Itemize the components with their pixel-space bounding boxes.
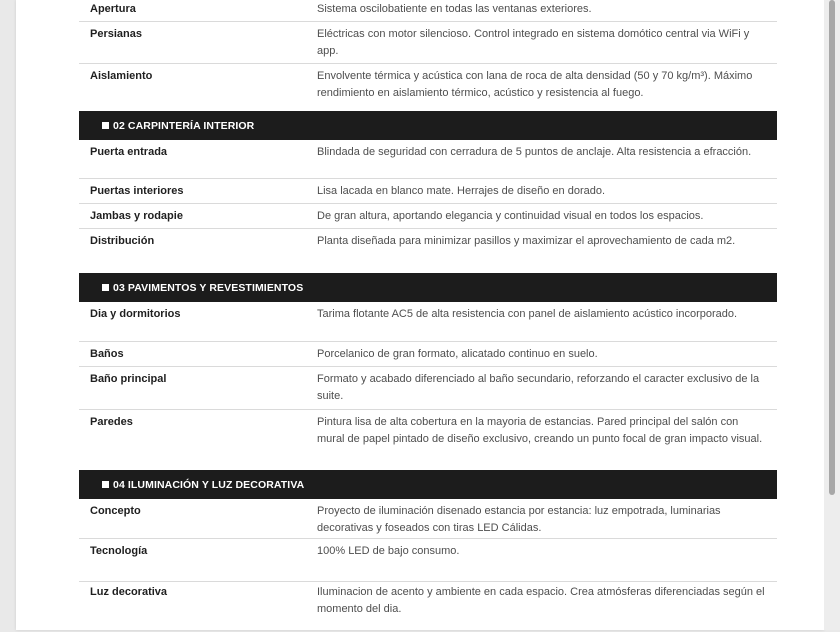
table-row: [79, 410, 777, 470]
table-row: [79, 22, 777, 64]
row-value: Planta diseñada para minimizar pasillos y maximizar el aprovechamiento de cada m2.: [317, 235, 736, 247]
section-header-iluminacion-luz-decorativa: [79, 470, 777, 499]
row-label: Tecnología: [90, 545, 148, 557]
row-value: Eléctricas con motor silencioso. Control integrado en sistema domótico central via WiFi y app.: [317, 28, 750, 57]
row-value: 100% LED de bajo consumo.: [317, 545, 460, 557]
table-row: [79, 582, 777, 632]
row-value: Lisa lacada en blanco mate. Herrajes de diseño en dorado.: [317, 185, 606, 197]
row-label: Apertura: [90, 3, 136, 15]
row-value: Blindada de seguridad con cerradura de 5 puntos de anclaje. Alta resistencia a efracción.: [317, 146, 752, 158]
row-value: Envolvente térmica y acústica con lana de roca de alta densidad (50 y 70 kg/m³). Máximo rendimiento en aislamiento térmico, acústico y resistencia al fuego.: [317, 70, 753, 99]
row-label: Concepto: [90, 505, 141, 517]
table-row: [79, 499, 777, 539]
section-title: 04 ILUMINACIÓN Y LUZ DECORATIVA: [113, 478, 305, 491]
table-row: [79, 140, 777, 179]
scrollbar-thumb[interactable]: [829, 0, 835, 495]
table-row: [79, 367, 777, 410]
row-label: Aislamiento: [90, 70, 153, 82]
section-header-pavimentos-revestimientos: [79, 273, 777, 302]
row-label: Paredes: [90, 416, 133, 428]
document-page: [16, 0, 824, 630]
table-row: [79, 204, 777, 229]
row-value: De gran altura, aportando elegancia y continuidad visual en todos los espacios.: [317, 210, 704, 222]
row-value: Formato y acabado diferenciado al baño secundario, reforzando el caracter exclusivo de la suite.: [317, 373, 760, 402]
row-value: Pintura lisa de alta cobertura en la mayoria de estancias. Pared principal del salón con mural de papel pintado de diseño exclusivo, creando un punto focal de gran impacto visual.: [317, 416, 763, 445]
row-value: Porcelanico de gran formato, alicatado continuo en suelo.: [317, 348, 598, 360]
table-row: [79, 539, 777, 582]
row-label: Distribución: [90, 235, 155, 247]
row-label: Luz decorativa: [90, 586, 168, 598]
row-value: Tarima flotante AC5 de alta resistencia con panel de aislamiento acústico incorporado.: [317, 308, 738, 320]
table-row: [79, 302, 777, 342]
section-title: 02 CARPINTERÍA INTERIOR: [113, 119, 255, 132]
row-label: Baño principal: [90, 373, 167, 385]
specifications-table: [79, 0, 777, 632]
row-label: Puerta entrada: [90, 146, 168, 158]
table-row: [79, 179, 777, 204]
row-label: Jambas y rodapie: [90, 210, 183, 222]
square-bullet-icon: [102, 122, 109, 129]
row-value: Sistema oscilobatiente en todas las ventanas exteriores.: [317, 3, 592, 15]
table-row: [79, 0, 777, 22]
vertical-scrollbar[interactable]: [824, 0, 840, 630]
row-label: Persianas: [90, 28, 142, 40]
table-row: [79, 229, 777, 273]
table-row: [79, 342, 777, 367]
row-value: Iluminacion de acento y ambiente en cada espacio. Crea atmósferas diferenciadas según el momento del dia.: [317, 586, 765, 615]
square-bullet-icon: [102, 284, 109, 291]
section-title: 03 PAVIMENTOS Y REVESTIMIENTOS: [113, 281, 304, 294]
row-label: Baños: [90, 348, 124, 360]
square-bullet-icon: [102, 481, 109, 488]
row-label: Dia y dormitorios: [90, 308, 181, 320]
row-label: Puertas interiores: [90, 185, 184, 197]
row-value: Proyecto de iluminación disenado estancia por estancia: luz empotrada, luminarias decorativas y foseados con tiras LED Cálidas.: [317, 505, 721, 534]
table-row: [79, 64, 777, 111]
section-header-carpinteria-interior: [79, 111, 777, 140]
